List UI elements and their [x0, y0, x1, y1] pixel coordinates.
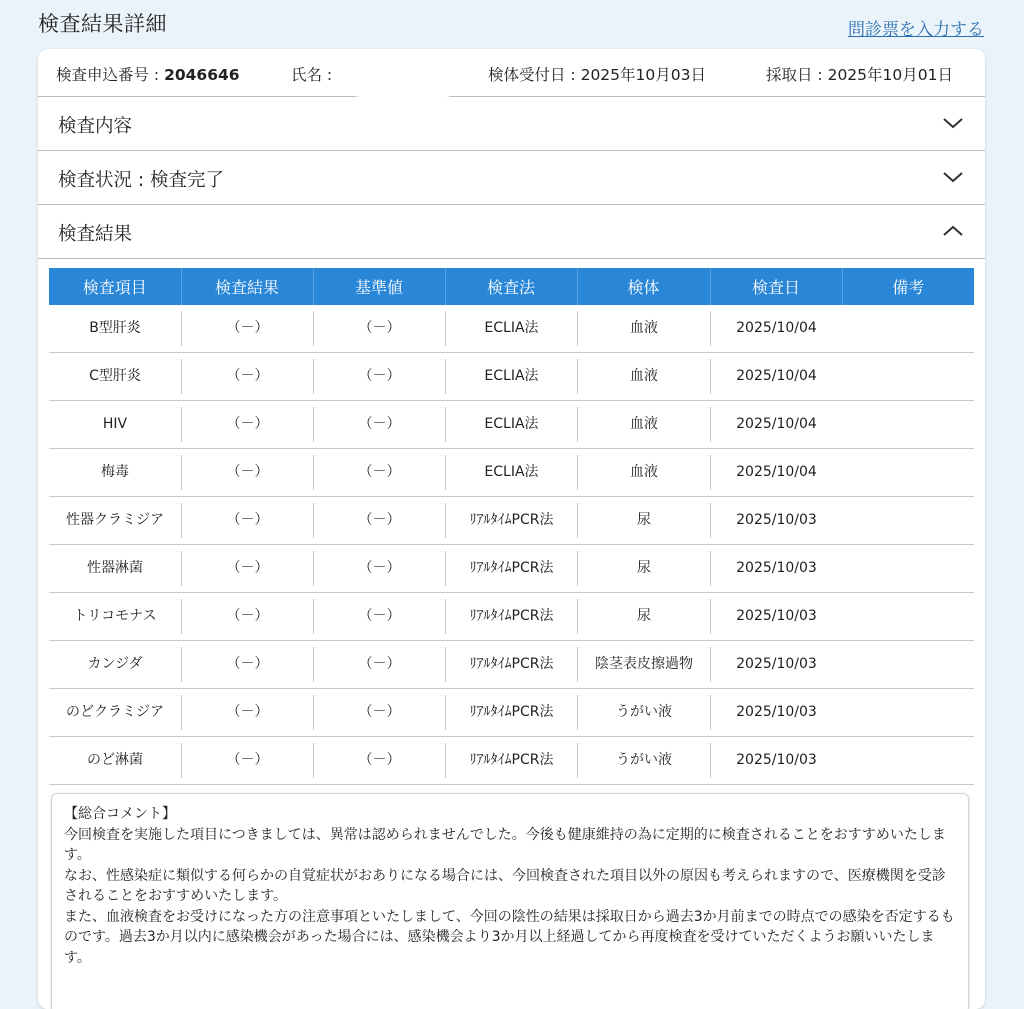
cell-value: うがい液	[577, 743, 710, 778]
column-header: 検査日	[710, 268, 842, 305]
table-cell	[181, 737, 313, 785]
cell-value: B型肝炎	[89, 320, 141, 336]
cell-value: 2025/10/04	[710, 455, 842, 490]
table-cell	[710, 737, 842, 785]
general-comment-box	[51, 793, 969, 1009]
section-exam-results-label: 検査結果	[58, 224, 133, 245]
table-cell	[49, 449, 181, 497]
table-cell	[842, 353, 974, 401]
table-cell	[577, 545, 710, 593]
table-cell	[49, 545, 181, 593]
column-header: 検体	[577, 268, 710, 305]
table-cell	[313, 545, 445, 593]
table-row	[49, 545, 974, 593]
cell-value: 血液	[577, 359, 710, 394]
cell-value: （－）	[313, 407, 445, 442]
cell-value: 2025/10/03	[710, 695, 842, 730]
cell-value: （－）	[313, 359, 445, 394]
results-table	[49, 268, 974, 785]
table-cell	[842, 545, 974, 593]
table-cell	[842, 497, 974, 545]
redaction-mask	[348, 49, 458, 97]
cell-value: （－）	[313, 455, 445, 490]
table-cell	[49, 305, 181, 353]
cell-value: 2025/10/03	[710, 647, 842, 682]
chevron-down-icon[interactable]	[941, 111, 965, 135]
table-row	[49, 401, 974, 449]
table-cell	[445, 641, 577, 689]
section-exam-content-label: 検査内容	[58, 116, 133, 137]
table-cell	[842, 401, 974, 449]
cell-value: （－）	[313, 599, 445, 634]
table-cell	[181, 641, 313, 689]
cell-value: 2025/10/04	[710, 359, 842, 394]
cell-value: （－）	[181, 551, 313, 586]
column-header: 検査法	[445, 268, 577, 305]
cell-value: ﾘｱﾙﾀｲﾑPCR法	[445, 551, 577, 586]
cell-value: 尿	[577, 551, 710, 586]
comment-paragraph: なお、性感染症に類似する何らかの自覚症状がおありになる場合には、今回検査された項目以外の原因も考えられますので、医療機関を受診されることをおすすめいたします。	[64, 867, 946, 904]
collection-date: 採取日 : 2025年10月01日	[766, 66, 953, 84]
table-cell	[842, 593, 974, 641]
table-cell	[313, 593, 445, 641]
cell-value: （－）	[313, 311, 445, 346]
cell-value: ECLIA法	[445, 407, 577, 442]
page-title: 検査結果詳細	[38, 12, 167, 36]
table-cell	[710, 401, 842, 449]
table-cell	[710, 497, 842, 545]
table-row	[49, 353, 974, 401]
cell-value: （－）	[181, 599, 313, 634]
table-cell	[577, 689, 710, 737]
table-cell	[710, 689, 842, 737]
cell-value: 2025/10/03	[710, 551, 842, 586]
column-header: 基準値	[313, 268, 445, 305]
table-cell	[49, 353, 181, 401]
receipt-date: 検体受付日 : 2025年10月03日	[488, 66, 706, 84]
table-cell	[577, 641, 710, 689]
cell-value: （－）	[313, 743, 445, 778]
table-cell	[445, 689, 577, 737]
table-cell	[710, 593, 842, 641]
cell-value: 血液	[577, 455, 710, 490]
table-row	[49, 305, 974, 353]
cell-value: 陰茎表皮擦過物	[577, 647, 710, 682]
table-cell	[49, 689, 181, 737]
table-cell	[181, 497, 313, 545]
table-header-row	[49, 268, 974, 305]
cell-value: ECLIA法	[445, 359, 577, 394]
cell-value: うがい液	[577, 695, 710, 730]
table-row	[49, 497, 974, 545]
cell-value: （－）	[181, 743, 313, 778]
column-header: 備考	[842, 268, 974, 305]
table-cell	[842, 305, 974, 353]
table-cell	[445, 497, 577, 545]
cell-value: ﾘｱﾙﾀｲﾑPCR法	[445, 743, 577, 778]
table-cell	[313, 353, 445, 401]
cell-value: 尿	[577, 503, 710, 538]
cell-value: ﾘｱﾙﾀｲﾑPCR法	[445, 695, 577, 730]
table-cell	[445, 593, 577, 641]
column-header: 検査結果	[181, 268, 313, 305]
application-number: 検査申込番号 : 2046646	[56, 66, 240, 84]
table-cell	[49, 737, 181, 785]
table-cell	[710, 305, 842, 353]
cell-value: C型肝炎	[89, 368, 141, 384]
cell-value: （－）	[313, 647, 445, 682]
cell-value: 血液	[577, 407, 710, 442]
table-cell	[842, 737, 974, 785]
table-cell	[710, 353, 842, 401]
cell-value: 2025/10/04	[710, 407, 842, 442]
cell-value: 性器クラミジア	[66, 512, 164, 528]
cell-value: ﾘｱﾙﾀｲﾑPCR法	[445, 647, 577, 682]
comment-paragraph: 今回検査を実施した項目につきましては、異常は認められませんでした。今後も健康維持の為に定期的に検査されることをおすすめいたします。	[64, 826, 946, 863]
cell-value: 2025/10/03	[710, 503, 842, 538]
cell-value: （－）	[313, 695, 445, 730]
table-cell	[313, 737, 445, 785]
cell-value: 2025/10/03	[710, 743, 842, 778]
table-cell	[181, 401, 313, 449]
cell-value: （－）	[181, 695, 313, 730]
table-row	[49, 593, 974, 641]
cell-value: ﾘｱﾙﾀｲﾑPCR法	[445, 503, 577, 538]
cell-value: （－）	[181, 647, 313, 682]
table-cell	[842, 689, 974, 737]
section-exam-results[interactable]	[38, 205, 985, 259]
table-cell	[577, 353, 710, 401]
table-cell	[577, 593, 710, 641]
cell-value: トリコモナス	[73, 608, 157, 624]
comment-paragraph: また、血液検査をお受けになった方の注意事項といたしまして、今回の陰性の結果は採取日から過去3か月前までの時点での感染を否定するものです。過去3か月以内に感染機会があった場合には、感染機会より3か月以上経過してから再度検査を受けていただくようお願いいたします。	[64, 908, 955, 966]
section-exam-content[interactable]	[38, 97, 985, 151]
cell-value: ECLIA法	[445, 455, 577, 490]
table-cell	[313, 497, 445, 545]
cell-value: （－）	[181, 311, 313, 346]
table-cell	[181, 689, 313, 737]
section-exam-status[interactable]	[38, 151, 985, 205]
table-cell	[445, 305, 577, 353]
cell-value: 2025/10/03	[710, 599, 842, 634]
table-row	[49, 737, 974, 785]
cell-value: 2025/10/04	[710, 311, 842, 346]
table-cell	[445, 449, 577, 497]
cell-value: のど淋菌	[87, 752, 143, 768]
cell-value: （－）	[313, 503, 445, 538]
table-cell	[445, 545, 577, 593]
table-cell	[577, 305, 710, 353]
cell-value: のどクラミジア	[66, 704, 164, 720]
cell-value: 血液	[577, 311, 710, 346]
table-cell	[445, 353, 577, 401]
chevron-down-icon[interactable]	[941, 165, 965, 189]
table-cell	[313, 401, 445, 449]
table-row	[49, 689, 974, 737]
table-cell	[313, 641, 445, 689]
table-cell	[445, 401, 577, 449]
table-cell	[181, 353, 313, 401]
table-cell	[577, 401, 710, 449]
table-cell	[710, 545, 842, 593]
cell-value: ﾘｱﾙﾀｲﾑPCR法	[445, 599, 577, 634]
chevron-up-icon[interactable]	[941, 219, 965, 243]
table-cell	[181, 305, 313, 353]
table-row	[49, 449, 974, 497]
table-cell	[577, 497, 710, 545]
comment-heading: 【総合コメント】	[64, 806, 176, 822]
table-cell	[49, 593, 181, 641]
cell-value: 梅毒	[101, 464, 129, 480]
exam-info-header	[38, 49, 985, 97]
table-cell	[842, 641, 974, 689]
table-cell	[577, 449, 710, 497]
cell-value: （－）	[181, 503, 313, 538]
cell-value: HIV	[102, 416, 128, 432]
cell-value: ECLIA法	[445, 311, 577, 346]
table-cell	[710, 641, 842, 689]
table-cell	[313, 689, 445, 737]
table-cell	[577, 737, 710, 785]
cell-value: カンジダ	[87, 656, 143, 672]
cell-value: 性器淋菌	[87, 560, 143, 576]
table-cell	[181, 545, 313, 593]
table-row	[49, 641, 974, 689]
table-cell	[445, 737, 577, 785]
cell-value: （－）	[181, 407, 313, 442]
result-card	[38, 49, 985, 1009]
cell-value: 尿	[577, 599, 710, 634]
cell-value: （－）	[313, 551, 445, 586]
table-cell	[49, 641, 181, 689]
inquiry-link[interactable]: 問診票を入力する	[848, 20, 984, 40]
table-cell	[181, 593, 313, 641]
table-cell	[49, 401, 181, 449]
table-cell	[710, 449, 842, 497]
application-number-value: 2046646	[164, 66, 240, 84]
cell-value: （－）	[181, 359, 313, 394]
cell-value: （－）	[181, 455, 313, 490]
table-cell	[49, 497, 181, 545]
table-cell	[181, 449, 313, 497]
column-header: 検査項目	[49, 268, 181, 305]
table-cell	[313, 449, 445, 497]
table-cell	[313, 305, 445, 353]
section-exam-status-label: 検査状況 : 検査完了	[58, 170, 224, 191]
name-label: 氏名 :	[291, 66, 333, 84]
table-cell	[842, 449, 974, 497]
